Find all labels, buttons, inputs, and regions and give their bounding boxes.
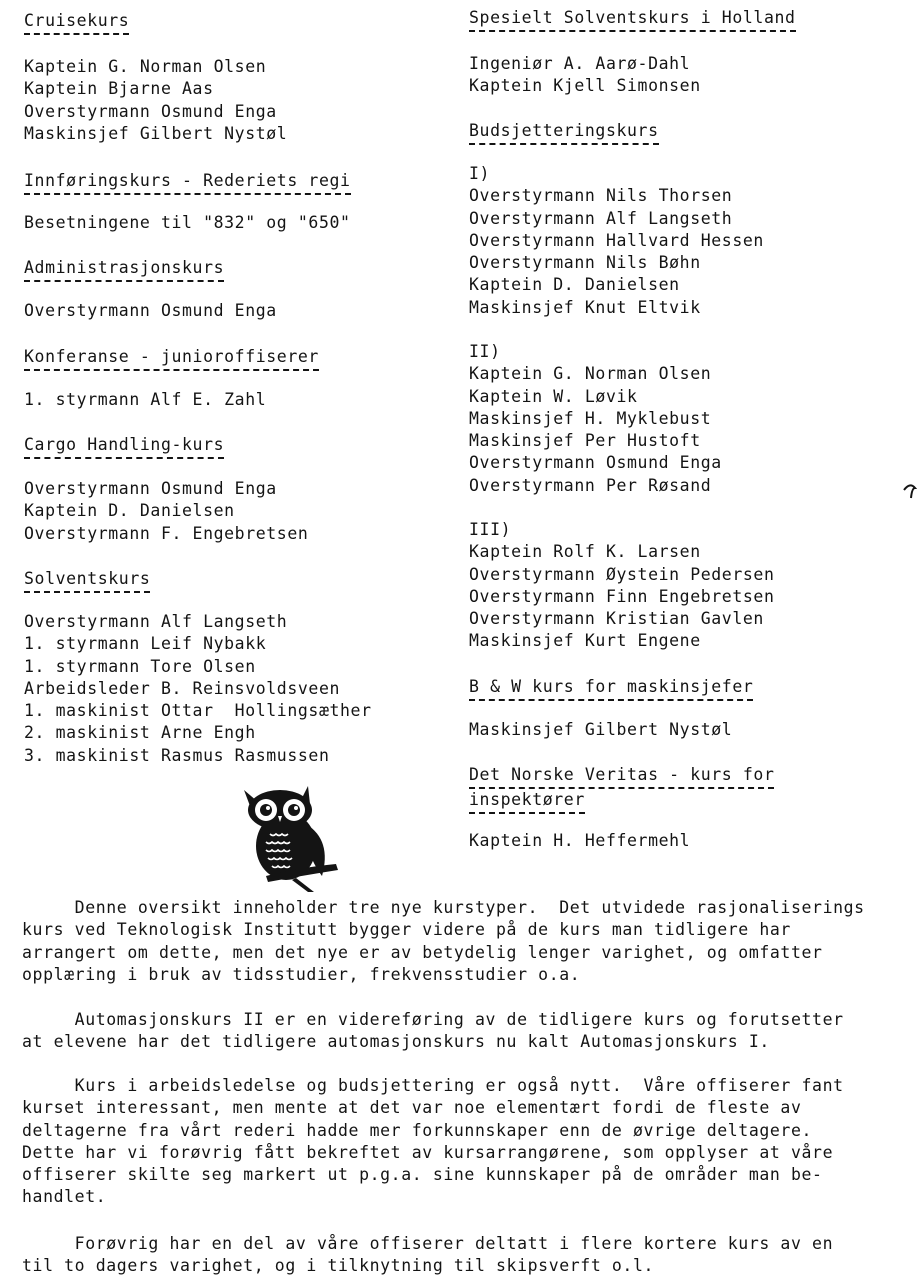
section-heading: Cruisekurs bbox=[24, 10, 129, 35]
list-item: Overstyrmann Osmund Enga bbox=[24, 301, 277, 320]
paragraph-3: Kurs i arbeidsledelse og budsjettering er også nytt. Våre offiserer fant kurset interessant, men mente at det var noe elementært fordi de fleste av deltagerne fra vårt rederi hadde mer forkunnskaper enn de øvrige deltagere. Dette har vi forøvrig fått bekreftet av kursarrangørene, som opplyser at våre offiserer skilte seg markert ut p.g.a. sine kunnskaper på de områder man be- handlet. bbox=[22, 1076, 844, 1207]
list-item: Kaptein G. Norman Olsen bbox=[469, 364, 712, 384]
list-item: Kaptein D. Danielsen bbox=[24, 501, 235, 521]
section-cargo-handling bbox=[24, 434, 309, 543]
group-II bbox=[469, 341, 899, 497]
list-item: Ingeniør A. Aarø-Dahl bbox=[469, 54, 691, 73]
group-label: III) bbox=[469, 520, 512, 539]
list-item: Maskinsjef Kurt Engene bbox=[469, 631, 701, 651]
list-item: Overstyrmann Nils Bøhn bbox=[469, 253, 701, 273]
section-heading: Cargo Handling-kurs bbox=[24, 434, 224, 459]
list-item: 1. maskinist Ottar Hollingsæther bbox=[24, 701, 372, 721]
section-heading: Administrasjonskurs bbox=[24, 257, 224, 282]
paragraph-2: Automasjonskurs II er en videreføring av de tidligere kurs og forutsetter at elevene har det tidligere automasjonskurs nu kalt Automasjonskurs I. bbox=[22, 1010, 844, 1052]
list-item: Kaptein D. Danielsen bbox=[469, 275, 680, 295]
list-item: Overstyrmann Øystein Pedersen bbox=[469, 564, 775, 584]
list-item: Kaptein W. Løvik bbox=[469, 386, 638, 406]
section-konferanse bbox=[24, 346, 319, 409]
list-item: Overstyrmann Osmund Enga bbox=[24, 479, 277, 498]
group-label: II) bbox=[469, 342, 501, 361]
group-I bbox=[469, 163, 899, 319]
list-item: Maskinsjef H. Myklebust bbox=[469, 408, 712, 428]
section-innforingskurs bbox=[24, 170, 351, 232]
list-item: Overstyrmann Hallvard Hessen bbox=[469, 230, 764, 250]
section-heading: Spesielt Solventskurs i Holland bbox=[469, 7, 796, 32]
section-heading: Innføringskurs - Rederiets regi bbox=[24, 170, 351, 195]
list-item: Overstyrmann Nils Thorsen bbox=[469, 186, 733, 206]
section-heading: inspektører bbox=[469, 789, 585, 814]
section-bw-kurs bbox=[469, 676, 754, 739]
list-item: Overstyrmann Kristian Gavlen bbox=[469, 609, 764, 629]
list-item: Kaptein H. Heffermehl bbox=[469, 831, 691, 850]
margin-mark-icon bbox=[902, 480, 918, 500]
list-item: Overstyrmann Osmund Enga bbox=[24, 101, 277, 121]
list-item: Kaptein G. Norman Olsen bbox=[24, 57, 267, 76]
list-item: Kaptein Kjell Simonsen bbox=[469, 76, 701, 96]
list-item: 1. styrmann Tore Olsen bbox=[24, 656, 256, 676]
group-III bbox=[469, 519, 899, 653]
section-holland bbox=[469, 7, 796, 96]
group-label: I) bbox=[469, 164, 491, 183]
paragraph-4: Forøvrig har en del av våre offiserer deltatt i flere kortere kurs av en til to dagers varighet, og i tilknytning til skipsverft o.l. bbox=[22, 1234, 834, 1276]
section-administrasjonskurs bbox=[24, 257, 277, 320]
list-item: Overstyrmann Alf Langseth bbox=[469, 208, 733, 228]
list-item: Maskinsjef Knut Eltvik bbox=[469, 297, 701, 317]
section-heading: B & W kurs for maskinsjefer bbox=[469, 676, 753, 701]
list-item: 1. styrmann Leif Nybakk bbox=[24, 634, 267, 654]
section-heading: Konferanse - junioroffiserer bbox=[24, 346, 319, 371]
list-item: Maskinsjef Per Hustoft bbox=[469, 431, 701, 451]
section-veritas bbox=[469, 764, 909, 850]
section-solventskurs bbox=[24, 568, 372, 765]
list-item: Overstyrmann F. Engebretsen bbox=[24, 523, 309, 543]
list-item: 3. maskinist Rasmus Rasmussen bbox=[24, 745, 330, 765]
list-item: Overstyrmann Osmund Enga bbox=[469, 453, 722, 473]
list-item: 2. maskinist Arne Engh bbox=[24, 723, 256, 743]
list-item: Kaptein Rolf K. Larsen bbox=[469, 542, 701, 562]
owl-illustration-icon bbox=[236, 780, 342, 894]
list-item: 1. styrmann Alf E. Zahl bbox=[24, 390, 267, 409]
list-item: Maskinsjef Gilbert Nystøl bbox=[24, 123, 288, 143]
section-cruisekurs bbox=[24, 10, 288, 143]
list-item: Maskinsjef Gilbert Nystøl bbox=[469, 720, 733, 739]
section-heading: Det Norske Veritas - kurs for bbox=[469, 764, 774, 789]
paragraph-1: Denne oversikt inneholder tre nye kurstyper. Det utvidede rasjonaliserings kurs ved Teknologisk Institutt bygger videre på de kurs man tidligere har arrangert om dette, men det nye er av betydelig lenger varighet, og omfatter opplæring i bruk av tidsstudier, frekvensstudier o.a. bbox=[22, 898, 865, 984]
list-item: Overstyrmann Finn Engebretsen bbox=[469, 586, 775, 606]
list-item: Besetningene til "832" og "650" bbox=[24, 213, 351, 232]
section-heading: Budsjetteringskurs bbox=[469, 120, 659, 145]
section-heading: Solventskurs bbox=[24, 568, 150, 593]
list-item: Arbeidsleder B. Reinsvoldsveen bbox=[24, 678, 341, 698]
section-budsjetteringskurs bbox=[469, 120, 659, 145]
list-item: Overstyrmann Per Røsand bbox=[469, 475, 712, 495]
list-item: Kaptein Bjarne Aas bbox=[24, 79, 214, 99]
list-item: Overstyrmann Alf Langseth bbox=[24, 612, 288, 631]
